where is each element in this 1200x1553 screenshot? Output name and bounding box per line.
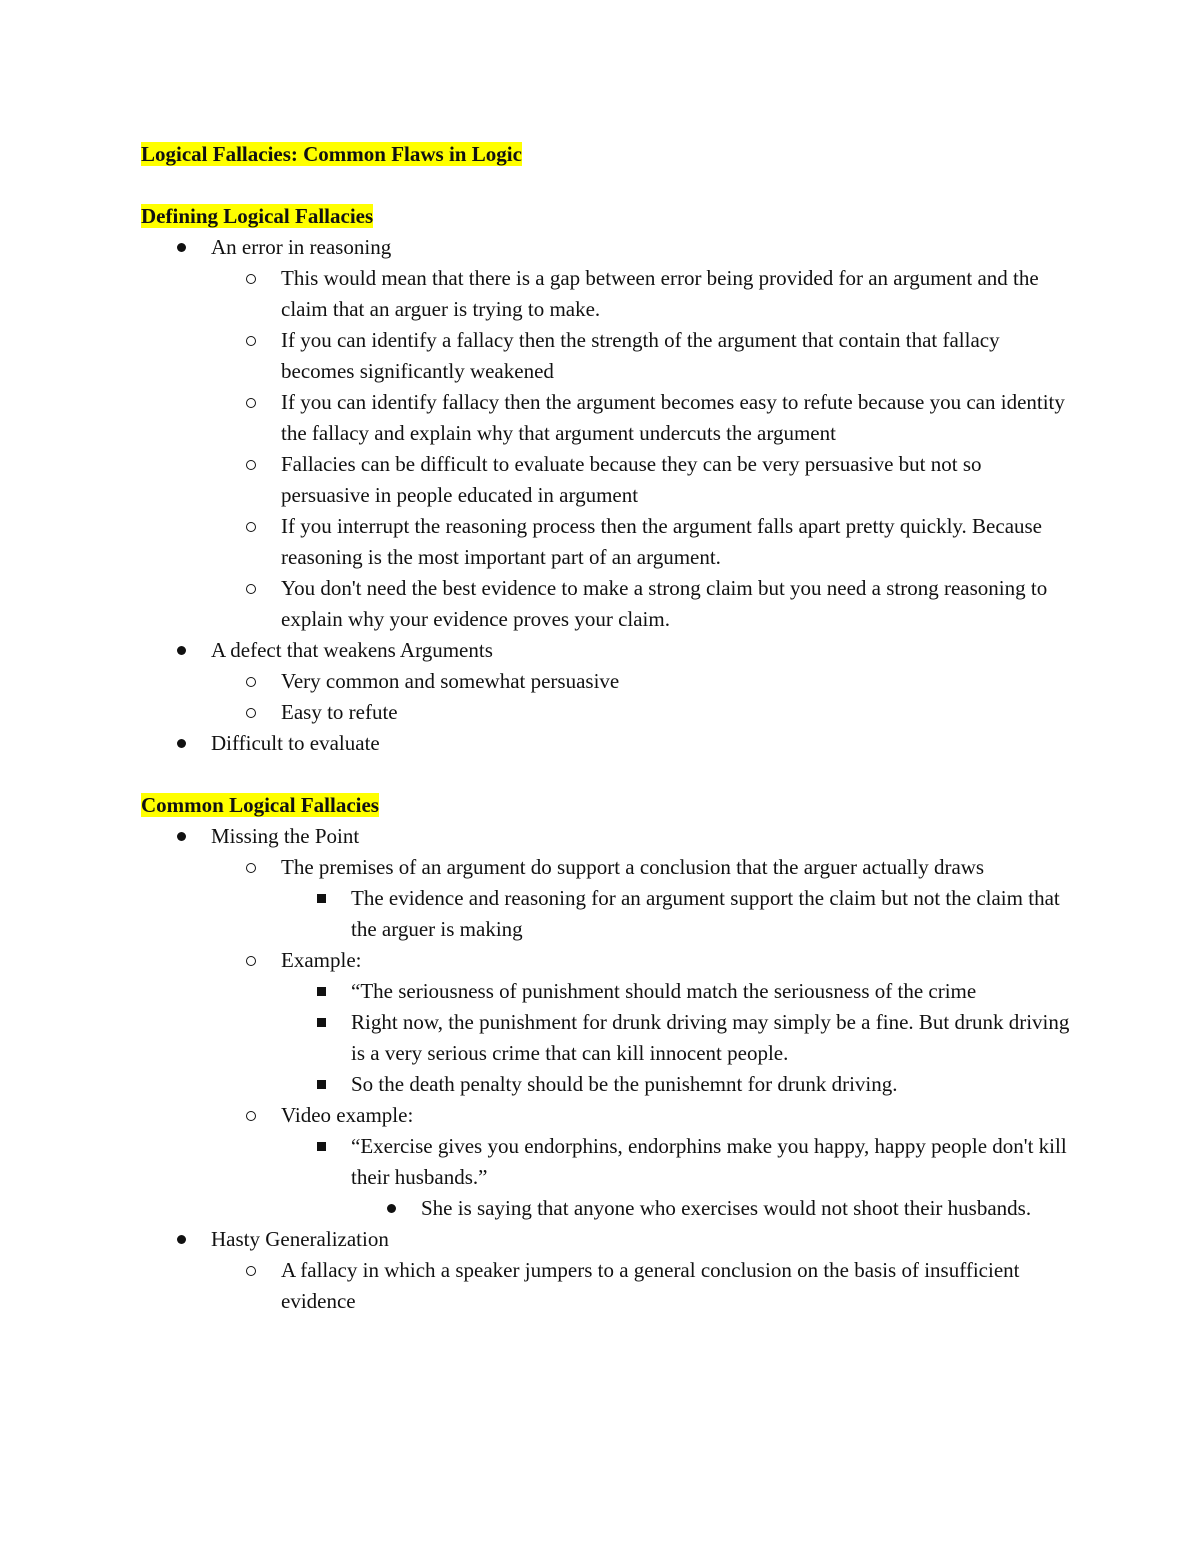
outline-item-text: Video example: [281, 1103, 414, 1127]
outline-item-level-1 [141, 1224, 1071, 1317]
outline-item-text: If you interrupt the reasoning process then the argument falls apart pretty quickly. Because reasoning is the most important part of an argument. [281, 514, 1043, 569]
outline-item-level-3 [281, 1069, 1071, 1100]
document-title-line [141, 139, 1071, 170]
outline-item-text: This would mean that there is a gap between error being provided for an argument and the claim that an arguer is trying to make. [281, 266, 1039, 321]
bullet-circle-icon [241, 449, 261, 480]
outline-item-level-2 [211, 387, 1071, 449]
outline-list-level-3 [281, 1131, 1071, 1224]
outline-item-text: Hasty Generalization [211, 1227, 389, 1251]
outline-item-level-2 [211, 1255, 1071, 1317]
section-heading: Common Logical Fallacies [141, 793, 379, 817]
outline-item-text: Right now, the punishment for drunk driving may simply be a fine. But drunk driving is a very serious crime that can kill innocent people. [351, 1010, 1070, 1065]
outline-item-level-2 [211, 449, 1071, 511]
bullet-disc-icon [171, 232, 191, 263]
bullet-square-icon [311, 1007, 331, 1038]
outline-item-text: You don't need the best evidence to make a strong claim but you need a strong reasoning to explain why your evidence proves your claim. [281, 576, 1048, 631]
document-page [141, 139, 1071, 1317]
outline-item-text: Fallacies can be difficult to evaluate because they can be very persuasive but not so persuasive in people educated in argument [281, 452, 982, 507]
outline-item-text: The premises of an argument do support a conclusion that the arguer actually draws [281, 855, 985, 879]
outline-item-text: A defect that weakens Arguments [211, 638, 493, 662]
bullet-circle-icon [241, 1100, 261, 1131]
outline-item-text: Very common and somewhat persuasive [281, 669, 620, 693]
outline-item-text: “Exercise gives you endorphins, endorphins make you happy, happy people don't kill their husbands.” [351, 1134, 1067, 1189]
section-heading-line [141, 201, 1071, 232]
bullet-circle-icon [241, 666, 261, 697]
bullet-circle-icon [241, 263, 261, 294]
outline-item-text: Example: [281, 948, 362, 972]
bullet-disc-icon [171, 728, 191, 759]
bullet-disc-icon [171, 1224, 191, 1255]
outline-item-text: If you can identify fallacy then the argument becomes easy to refute because you can identity the fallacy and explain why that argument undercuts the argument [281, 390, 1065, 445]
outline-item-level-2 [211, 666, 1071, 697]
outline-list-level-3 [281, 976, 1071, 1100]
outline-item-text: The evidence and reasoning for an argument support the claim but not the claim that the arguer is making [351, 886, 1060, 941]
bullet-disc-icon [171, 821, 191, 852]
outline-item-level-2 [211, 325, 1071, 387]
outline-item-level-1 [141, 635, 1071, 728]
bullet-square-icon [311, 883, 331, 914]
outline-item-level-4 [351, 1193, 1071, 1224]
outline-item-level-1 [141, 232, 1071, 635]
bullet-circle-icon [241, 325, 261, 356]
outline-item-text: An error in reasoning [211, 235, 392, 259]
outline-item-text: Difficult to evaluate [211, 731, 380, 755]
bullet-circle-icon [241, 387, 261, 418]
outline-list-level-2 [211, 263, 1071, 635]
bullet-circle-icon [241, 1255, 261, 1286]
bullet-disc-icon [171, 635, 191, 666]
section-heading: Defining Logical Fallacies [141, 204, 374, 228]
bullet-circle-icon [241, 852, 261, 883]
outline-item-level-1 [141, 821, 1071, 1224]
outline-item-level-2 [211, 945, 1071, 1100]
outline-item-text: If you can identify a fallacy then the strength of the argument that contain that fallacy becomes significantly weakened [281, 328, 1000, 383]
outline-item-text: Easy to refute [281, 700, 398, 724]
outline-list-level-2 [211, 852, 1071, 1224]
outline-list-level-4 [351, 1193, 1071, 1224]
outline-item-level-1 [141, 728, 1071, 759]
outline-item-level-3 [281, 976, 1071, 1007]
outline-item-text: Missing the Point [211, 824, 360, 848]
section-spacer [141, 759, 1071, 790]
outline-item-level-2 [211, 1100, 1071, 1224]
bullet-square-icon [311, 1069, 331, 1100]
bullet-circle-icon [241, 945, 261, 976]
outline-item-level-2 [211, 573, 1071, 635]
bullet-circle-icon [241, 697, 261, 728]
outline-item-level-2 [211, 852, 1071, 945]
document-title: Logical Fallacies: Common Flaws in Logic [141, 142, 522, 166]
outline-item-level-3 [281, 1007, 1071, 1069]
bullet-square-icon [311, 1131, 331, 1162]
bullet-circle-icon [241, 573, 261, 604]
section-heading-line [141, 790, 1071, 821]
bullet-circle-icon [241, 511, 261, 542]
outline-item-text: So the death penalty should be the punishemnt for drunk driving. [351, 1072, 898, 1096]
outline-item-level-2 [211, 697, 1071, 728]
outline-item-level-3 [281, 883, 1071, 945]
outline-list-level-2 [211, 1255, 1071, 1317]
document-body [141, 201, 1071, 1317]
outline-item-text: She is saying that anyone who exercises would not shoot their husbands. [421, 1196, 1032, 1220]
bullet-square-icon [311, 976, 331, 1007]
outline-item-level-3 [281, 1131, 1071, 1224]
outline-list-level-1 [141, 821, 1071, 1317]
outline-list-level-2 [211, 666, 1071, 728]
bullet-disc-icon [381, 1193, 401, 1224]
outline-item-text: A fallacy in which a speaker jumpers to a general conclusion on the basis of insufficient evidence [281, 1258, 1020, 1313]
outline-item-text: “The seriousness of punishment should match the seriousness of the crime [351, 979, 977, 1003]
outline-item-level-2 [211, 511, 1071, 573]
outline-list-level-3 [281, 883, 1071, 945]
outline-list-level-1 [141, 232, 1071, 759]
outline-item-level-2 [211, 263, 1071, 325]
